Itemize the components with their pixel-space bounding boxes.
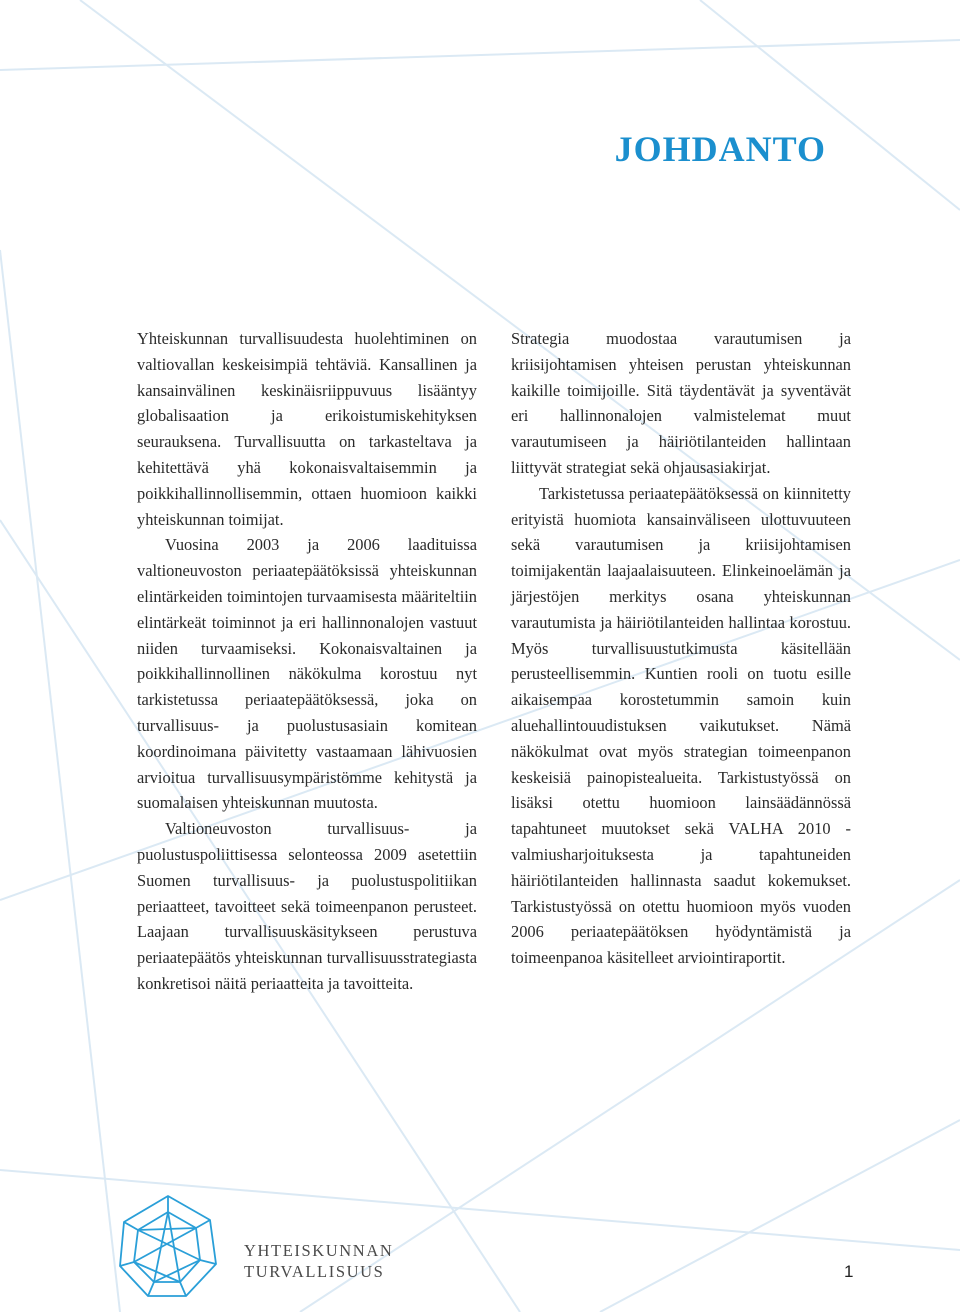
paragraph: Vuosina 2003 ja 2006 laadituissa valtioneuvoston periaatepäätöksissä yhteiskunnan elintärkeiden toimintojen turvaamisesta määriteltiin elintärkeät toiminnot ja eri hallinnonalojen vastuut niiden turvaamiseksi. Kokonaisvaltainen ja poikkihallinnollinen näkökulma korostuu nyt tarkistetussa periaatepäätöksessä, joka on turvallisuus- ja puolustusasiain komitean koordinoimana päivitetty vastaamaan lähivuosien arvioitua turvallisuusympäristömme kehitystä ja suomalaisen yhteiskunnan muutosta. [137, 535, 477, 813]
left-column [137, 326, 477, 997]
right-column [511, 326, 851, 971]
paragraph: Yhteiskunnan turvallisuudesta huolehtiminen on valtiovallan keskeisimpiä tehtäviä. Kansallinen ja kansainvälinen keskinäisriippuvuus lisääntyy globalisaation ja erikoistumiskehityksen seurauksena. Turvallisuutta on tarkasteltava ja kehitettävä yhä kokonaisvaltaisemmin ja poikkihallinnollisemmin, ottaen huomioon kaikki yhteiskunnan toimijat. [137, 329, 477, 529]
page-title: JOHDANTO [614, 129, 826, 169]
brand-line-1: YHTEISKUNNAN [244, 1241, 394, 1260]
paragraph: Valtioneuvoston turvallisuus- ja puolustuspoliittisessa selonteossa 2009 asetettiin Suomen turvallisuus- ja puolustuspolitiikan periaatteet, tavoitteet sekä toimeenpanon perusteet. Laajaan turvallisuuskäsitykseen perustuva periaatepäätös yhteiskunnan turvallisuusstrategiasta konkretisoi näitä periaatteita ja tavoitteita. [137, 819, 477, 993]
page-number: 1 [844, 1262, 854, 1281]
brand-name [244, 1240, 393, 1282]
polyhedron-logo-icon [112, 1190, 224, 1302]
paragraph: Strategia muodostaa varautumisen ja kriisijohtamisen yhteisen perustan yhteiskunnan kaikille toimijoille. Sitä täydentävät ja syventävät eri hallinnonalojen valmistelemat muut varautumiseen ja häiriötilanteiden hallintaan liittyvät strategiat sekä ohjausasiakirjat. [511, 329, 851, 477]
paragraph: Tarkistetussa periaatepäätöksessä on kiinnitetty erityistä huomiota kansainväliseen ulottuvuuteen sekä varautumisen ja kriisijohtamisen toimijakentän laajaalaisuuteen. Elinkeinoelämän ja järjestöjen merkitys osana yhteiskunnan varautumista ja häiriötilanteiden hallintaa korostuu. Myös turvallisuustutkimusta käsitellään perusteellisemmin. Kuntien rooli on tuotu esille aikaisempaa korostetummin samoin kuin aluehallintouudistuksen vaikutukset. Nämä näkökulmat ovat myös strategian toimeenpanon keskeisiä painopistealueita. Tarkistustyössä on lisäksi otettu huomioon lainsäädännössä tapahtuneet muutokset sekä VALHA 2010 -valmiusharjoituksesta ja tapahtuneiden häiriötilanteiden hallinnasta saadut kokemukset. Tarkistustyössä on otettu huomioon myös vuoden 2006 periaatepäätöksen hyödyntämistä ja toimeenpanoa käsitelleet arviointiraportit. [511, 483, 851, 968]
brand-line-2: TURVALLISUUS [244, 1262, 385, 1281]
